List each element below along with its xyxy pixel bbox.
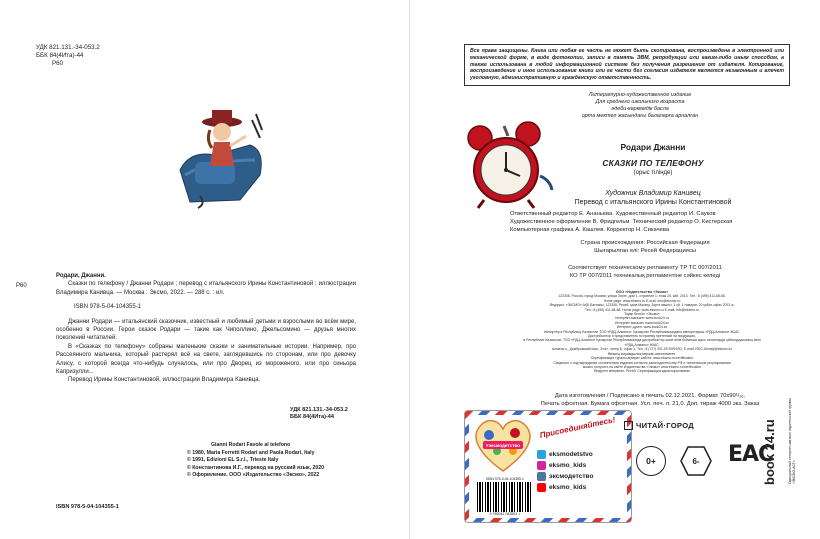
genre-line: Для среднего школьного возраста [595,99,685,105]
eac-mark: EAC [728,442,774,467]
heart-hashtag: #эксмодетство [486,443,520,448]
author-code: Р60 [16,283,27,289]
translator-credit: Перевод с итальянского Ирины Константиновой [574,199,732,206]
print-details [530,393,770,408]
social-handle: eksmodetstvo [549,451,593,458]
udk-top [36,44,100,68]
copyright-line: © 1980, Maria Ferretti Rodari and Paola Rodari, Italy [187,449,315,456]
chitai-gorod-logo [624,421,694,430]
fine-print-line: Алматы қ., Домбровский көш., 3«а», литер Б, офис 1. Тел.: 8 (727) 251-59-90/91/92; E-mail: RDC-Almaty@eksmo.kz [551,347,733,352]
book-title: СКАЗКИ ПО ТЕЛЕФОНУ [602,158,704,168]
book24-logo: book 24.ru [762,419,777,485]
record-author: Родари, Джанни. [56,273,106,279]
book-author: Родари Джанни [620,142,686,152]
social-row[interactable] [537,449,593,460]
annotation-paragraph: Джанни Родари — итальянский сказочник, известный и любимый детьми и взрослыми во всём мире, особенно в России. Герои сказок Родари — такие как Чиполлино, Джельсомино — друзья многих поколений читателей. [56,318,356,342]
author-code: Р60 [52,60,64,67]
conformity-note [540,265,750,280]
fine-print-line: Өндірген мемлекет: Ресей. Сертификация қарастырылмаған [593,369,691,374]
fine-print-lines [522,294,762,373]
bibliographic-record [16,272,356,385]
copyright-line: © Константинова И.Г., перевод на русский язык, 2020 [187,464,325,471]
isbn-barcode [477,477,533,517]
language-note: (орыс тілінде) [633,170,673,176]
fine-print-line: Сведения о подтверждении соответствия издания согласно законодательству РФ о техническом регулировании [553,360,731,365]
age-rating-badge: 0+ [636,446,666,476]
fine-print-line: Интернет-магазин: www.book24.ru [615,316,669,321]
print-date-line: Дата изготовления / Подписано в печать 02.12.2021. Формат 70x90¹/₁₆. [554,393,746,399]
chitai-gorod-icon [624,421,633,430]
age-category-text: 6- [692,456,700,466]
fine-print-line: Өндіруші: «ЭКСМО» АҚБ Баспасы, 123308, Ресей, қала Мәскеу, Зорге көшесі, 1 үй, 1 ғимарат, 20 қабат, офис 2013 ж. [549,303,735,308]
copyright-line: © 1991, Edizioni EL S.r.l., Trieste Italy [187,457,279,464]
heart-collage-icon [471,417,535,473]
staff-line: Ответственный редактор Е. Ананьева. Художественный редактор И. Сауков [510,211,716,217]
telegram-icon [537,450,546,459]
social-handle: eksmo_kids [549,484,587,491]
social-handle: эксмодетство [549,473,594,480]
alarm-clock-illustration [460,120,555,210]
fine-print-line: 123308, Россия, город Москва, улица Зорге, дом 1, строение 1, этаж 20, каб. 2013. Тел.: 8 (495) 411-68-86. [558,294,726,299]
conformity-line: КО ТР 007/2011 техникалық регламентіне сәйкес келеді [569,272,721,279]
staff-line: Художественное оформление В. Фридгельм. Технический редактор О. Кистерская [510,219,733,225]
fine-print-line: в Республике Казахстан: ТОО «РДЦ-Алматы» Қазақстан Республикасында дистрибьютор және өнім бойынша арыз-талаптарды қабылдаушының өкілі «РДЦ-Алматы» ЖШС, [523,338,761,347]
rights-notice: Все права защищены. Книга или любая ее часть не может быть скопирована, воспроизведена в электронной или механической форме, в виде фотокопии, записи в память ЭВМ, репродукции или каким-либо иным способом, а также использована в любой информационной системе без получения разрешения от издателя. Копирование, воспроизведение и иное использование книги или ее части без согласия издателя является незаконным и влечет уголовную, административную и гражданскую ответственность. [464,44,790,86]
right-page [410,0,820,539]
fine-print-line: Сертификация туралы ақпарат сайтта: www.eksmo.ru/certification [590,356,694,361]
staff-line: Компьютерная графика А. Кашлев. Корректор Н. Сикачева [510,227,670,233]
fine-print-line: Дистрибьютор и представитель по приему претензий на продукцию, [588,334,696,339]
genre-block [560,92,720,120]
fine-print-line: Тауар белгісі: «Эксмо» [624,312,660,317]
publisher-fine-print [522,290,762,374]
fine-print-line: можно получить на сайте Издательства «Эксмо» www.eksmo.ru/certification [582,364,702,369]
barcode-bars [477,482,533,512]
fine-print-line: Home page: www.eksmo.ru E-mail: info@eksmo.ru [603,298,681,303]
record-isbn: ISBN 978-5-04-104355-1 [74,304,142,311]
postcard-inner [469,415,627,518]
genre-line: орта мектеп жасындағы балаларға арналған [581,113,699,119]
country-line: Страна происхождения: Российская Федерация [580,240,710,246]
fine-print-line: Интернет-дүкен: www.book24.kz [616,325,668,330]
social-row[interactable] [537,482,593,493]
udk-line: УДК 821.131.-34-053.2 [290,407,348,413]
conformity-line: Соответствует техническому регламенту ТР ТС 007/2011 [568,265,722,271]
chitai-gorod-text: ЧИТАЙ·ГОРОД [636,421,695,430]
genre-line: әдеби-көркемдік басла [611,106,669,112]
social-links [537,449,593,493]
annotation-paragraph: Перевод Ирины Константиновой, иллюстрации Владимира Канивца. [68,377,261,384]
instagram-icon [537,461,546,470]
bbk-line: ББК 84(4Ита)-44 [290,414,335,420]
fine-print-line: Өнімнің жарамдылық мерзімі шектелмеген. [607,351,677,356]
bbk-line: ББК 84(4Ита)-44 [36,52,84,59]
fine-print-line: Интернет-магазин: www.book24.kz [615,320,669,325]
vk-icon [537,472,546,481]
country-line: Шығарылған елі: Ресей Федерациясы [594,247,696,254]
original-title: Gianni Rodari Favole al telefono [211,442,291,448]
print-specs-line: Печать офсетная. Бумага офсетная. Усл. печ. л. 21,0. Доп. тираж 4000 экз. Заказ [540,400,760,407]
udk-line: УДК 821.131.-34-053.2 [36,44,100,51]
youtube-icon [537,483,546,492]
copyright-block [187,442,324,480]
isbn-bottom: ISBN 978-5-04-104355-1 [56,504,119,510]
age-category-badge [680,446,712,476]
social-row[interactable] [537,460,593,471]
girl-in-armchair-illustration [170,100,270,210]
fine-print-line: Тел.: 8 (495) 411-68-86. Home page: www.eksmo.ru E-mail: info@eksmo.ru [585,307,699,312]
country-of-origin [560,240,730,255]
record-description: Сказки по телефону / Джанни Родари ; перевод с итальянского Ирины Константиновой ; иллюстрации Владимира Канивца. — Москва : Эксмо, 2022. — 288 с. : ил. [56,281,356,296]
book24-tagline: Официальный интернет-магазин издательской группы «ЭКСМО-АСТ» [788,398,796,484]
fine-print-line: Импортёр в Республику Казахстан ТОО «РДЦ-Алматы». Қазақстан Республикасындағы импорттаушы «РДЦ-Алматы» ЖШС. [543,329,740,334]
editorial-staff [510,210,760,234]
barcode-number: 9 785041 043551 > [489,512,521,516]
join-us-label: Присоединяйтесь! [538,415,617,440]
title-block [558,142,748,206]
social-postcard [464,410,632,523]
publisher-name: ООО «Издательство «Эксмо» [615,290,669,294]
barcode-isbn: ISBN 978-5-04-104355-1 [486,477,524,481]
copyright-line: © Оформление. ООО «Издательство «Эксмо», 2022 [187,472,320,479]
annotation-paragraph: В «Сказках по телефону» собраны маленькие сказки и занимательные истории. Например, про Рассеянного мальчика, который растерял всё на свете, заглядевшись по сторонам, или про девочку Алису, с которой всегда что-нибудь случалось, или про Дворец из мороженого, или про синьора Капризулли... [56,343,356,376]
social-row[interactable] [537,471,593,482]
social-handle: eksmo_kids [549,462,587,469]
artist-credit: Художник Владимир Канивец [605,190,701,197]
genre-line: Литературно-художественное издание [588,92,692,98]
udk-classification [290,407,348,421]
